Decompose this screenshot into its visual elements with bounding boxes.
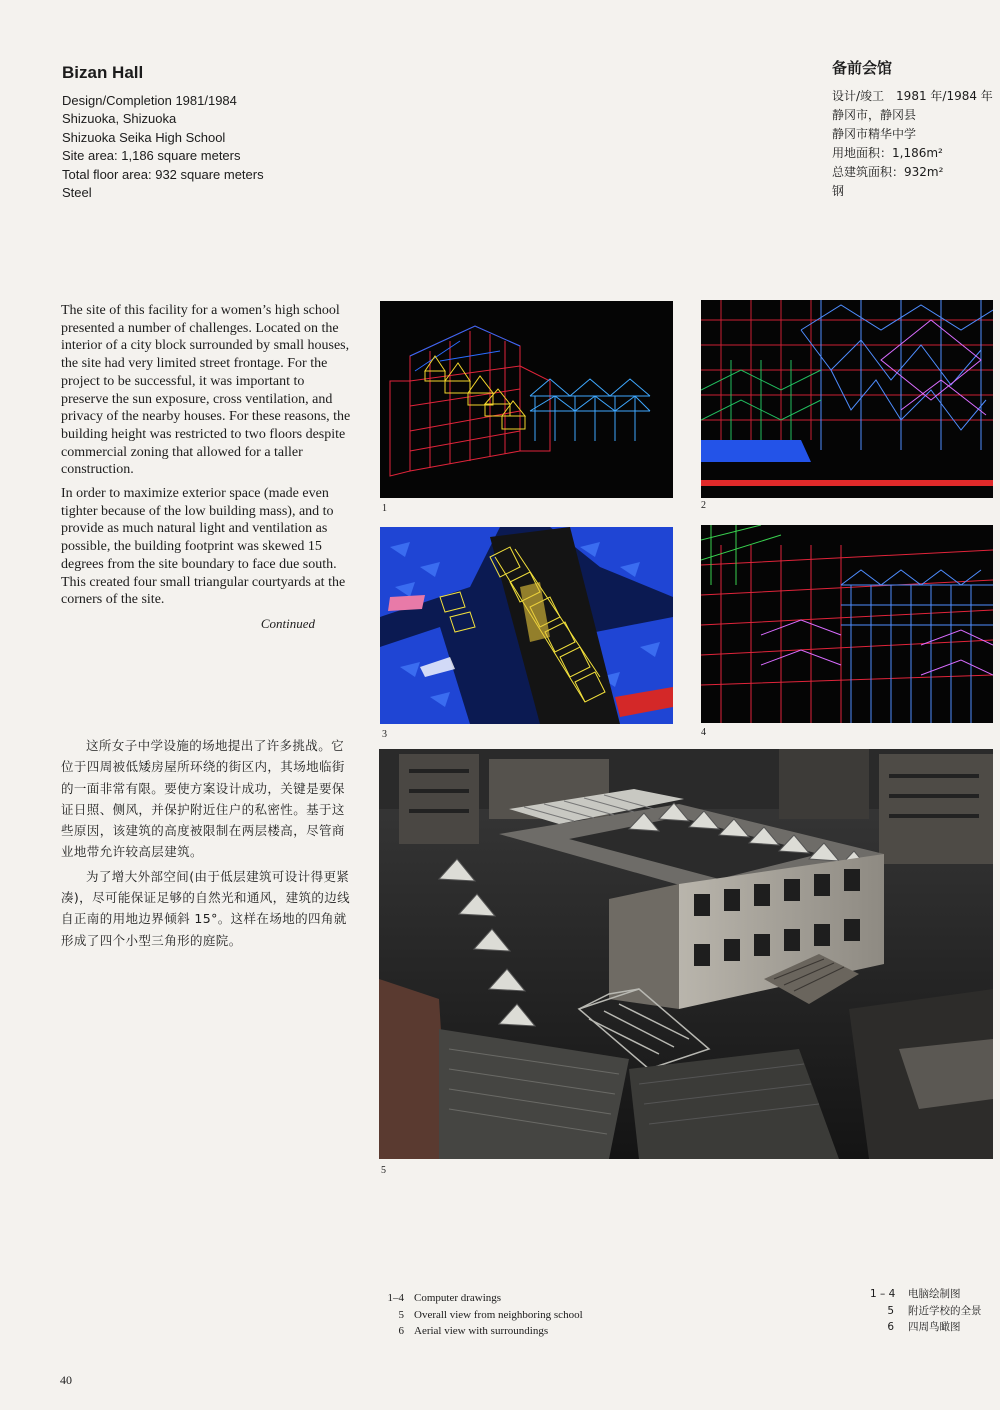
caption-zh-2-text: 附近学校的全景 xyxy=(908,1304,982,1317)
title-zh: 备前会馆 xyxy=(832,59,893,77)
spec-location: Shizuoka, Shizuoka xyxy=(62,111,177,127)
figure-5-building-photo xyxy=(379,749,993,1159)
figure-2-computer-drawing xyxy=(701,300,993,498)
spec-floor-area: Total floor area: 932 square meters xyxy=(62,166,264,182)
project-specs-zh xyxy=(832,87,993,201)
caption-en-3-number: 6 xyxy=(398,1325,404,1337)
paragraph-en-2: In order to maximize exterior space (made even tighter because of the low building mass), and to provide as much natural light and ventilation as possible, the building footprint was skewed 15 degrees from the site boundary to face due south. This created four small triangular courtyards at the corners of the site. xyxy=(61,486,346,608)
captions-en xyxy=(380,1290,583,1340)
title-en: Bizan Hall xyxy=(62,63,144,82)
figure-1-computer-drawing xyxy=(380,301,673,498)
caption-zh-2 xyxy=(870,1303,982,1320)
figure-4-wireframe xyxy=(701,525,993,723)
figure-2-label: 2 xyxy=(701,500,706,511)
caption-en-3-text: Aerial view with surroundings xyxy=(414,1325,549,1337)
spec-zh-design-completion: 设计/竣工 1981 年/1984 年 xyxy=(832,89,993,103)
continued-label: Continued xyxy=(260,615,315,631)
caption-en-1-number: 1–4 xyxy=(387,1292,404,1304)
figure-5-photograph xyxy=(379,749,993,1159)
figure-4-label: 4 xyxy=(701,727,706,738)
figure-1-label: 1 xyxy=(382,503,387,514)
figure-3-wireframe xyxy=(380,527,673,724)
spec-site-area: Site area: 1,186 square meters xyxy=(62,148,241,164)
caption-zh-1-text: 电脑绘制图 xyxy=(908,1288,961,1300)
body-text-zh xyxy=(61,735,351,954)
caption-zh-3 xyxy=(870,1319,982,1336)
figure-2-wireframe xyxy=(701,300,993,498)
captions-zh xyxy=(870,1286,982,1336)
spec-structure: Steel xyxy=(62,185,92,201)
paragraph-en-1: The site of this facility for a women’s high school presented a number of challenges. Located on the interior of a city block surrounded by small houses, the site had very limited street frontage. For the project to be successful, it was important to preserve the sun exposure, cross ventilation, and privacy of the nearby houses. For these reasons, the building height was restricted to two floors despite commercial zoning that allowed for a taller construction. xyxy=(61,303,351,478)
spec-zh-site-area: 用地面积：1,186m² xyxy=(832,146,943,160)
caption-zh-1 xyxy=(870,1286,982,1303)
spec-zh-floor-area: 总建筑面积：932m² xyxy=(832,165,944,179)
caption-en-2-number: 5 xyxy=(398,1308,404,1321)
paragraph-zh-2: 为了增大外部空间(由于低层建筑可设计得更紧凑)，尽可能保证足够的自然光和通风，建筑的边线自正南的用地边界倾斜 15°。这样在场地的四角就形成了四个小型三角形的庭院。 xyxy=(61,868,351,948)
caption-zh-2-number: 5 xyxy=(887,1304,894,1317)
paragraph-zh-1: 这所女子中学设施的场地提出了许多挑战。它位于四周被低矮房屋所环绕的街区内，其场地临街的一面非常有限。要使方案设计成功，关键是要保证日照、侧风，并保护附近住户的私密性。基于这些原因，该建筑的高度被限制在两层楼高，尽管商业地带允许较高层建筑。 xyxy=(61,738,345,860)
page-number: 40 xyxy=(60,1373,72,1387)
spec-zh-location: 静冈市，静冈县 xyxy=(832,108,917,122)
figure-5-label: 5 xyxy=(381,1165,386,1176)
spec-zh-client: 静冈市精华中学 xyxy=(832,127,917,141)
spec-zh-structure: 钢 xyxy=(832,184,845,198)
project-specs-en xyxy=(62,92,264,202)
caption-zh-1-number: 1 – 4 xyxy=(870,1288,896,1300)
caption-en-3 xyxy=(380,1323,583,1340)
figure-4-computer-drawing xyxy=(701,525,993,723)
caption-en-1 xyxy=(380,1290,583,1307)
caption-en-1-text: Computer drawings xyxy=(414,1292,502,1304)
caption-zh-3-number: 6 xyxy=(887,1321,894,1333)
spec-design-completion: Design/Completion 1981/1984 xyxy=(62,93,237,108)
body-text-en xyxy=(61,302,355,633)
figure-1-wireframe xyxy=(380,301,673,498)
caption-zh-3-text: 四周鸟瞰图 xyxy=(908,1321,961,1333)
caption-en-2-text: Overall view from neighboring school xyxy=(414,1308,583,1321)
caption-en-2 xyxy=(380,1307,583,1324)
figure-3-computer-drawing xyxy=(380,527,673,724)
spec-client: Shizuoka Seika High School xyxy=(62,129,226,145)
figure-3-label: 3 xyxy=(382,729,387,740)
